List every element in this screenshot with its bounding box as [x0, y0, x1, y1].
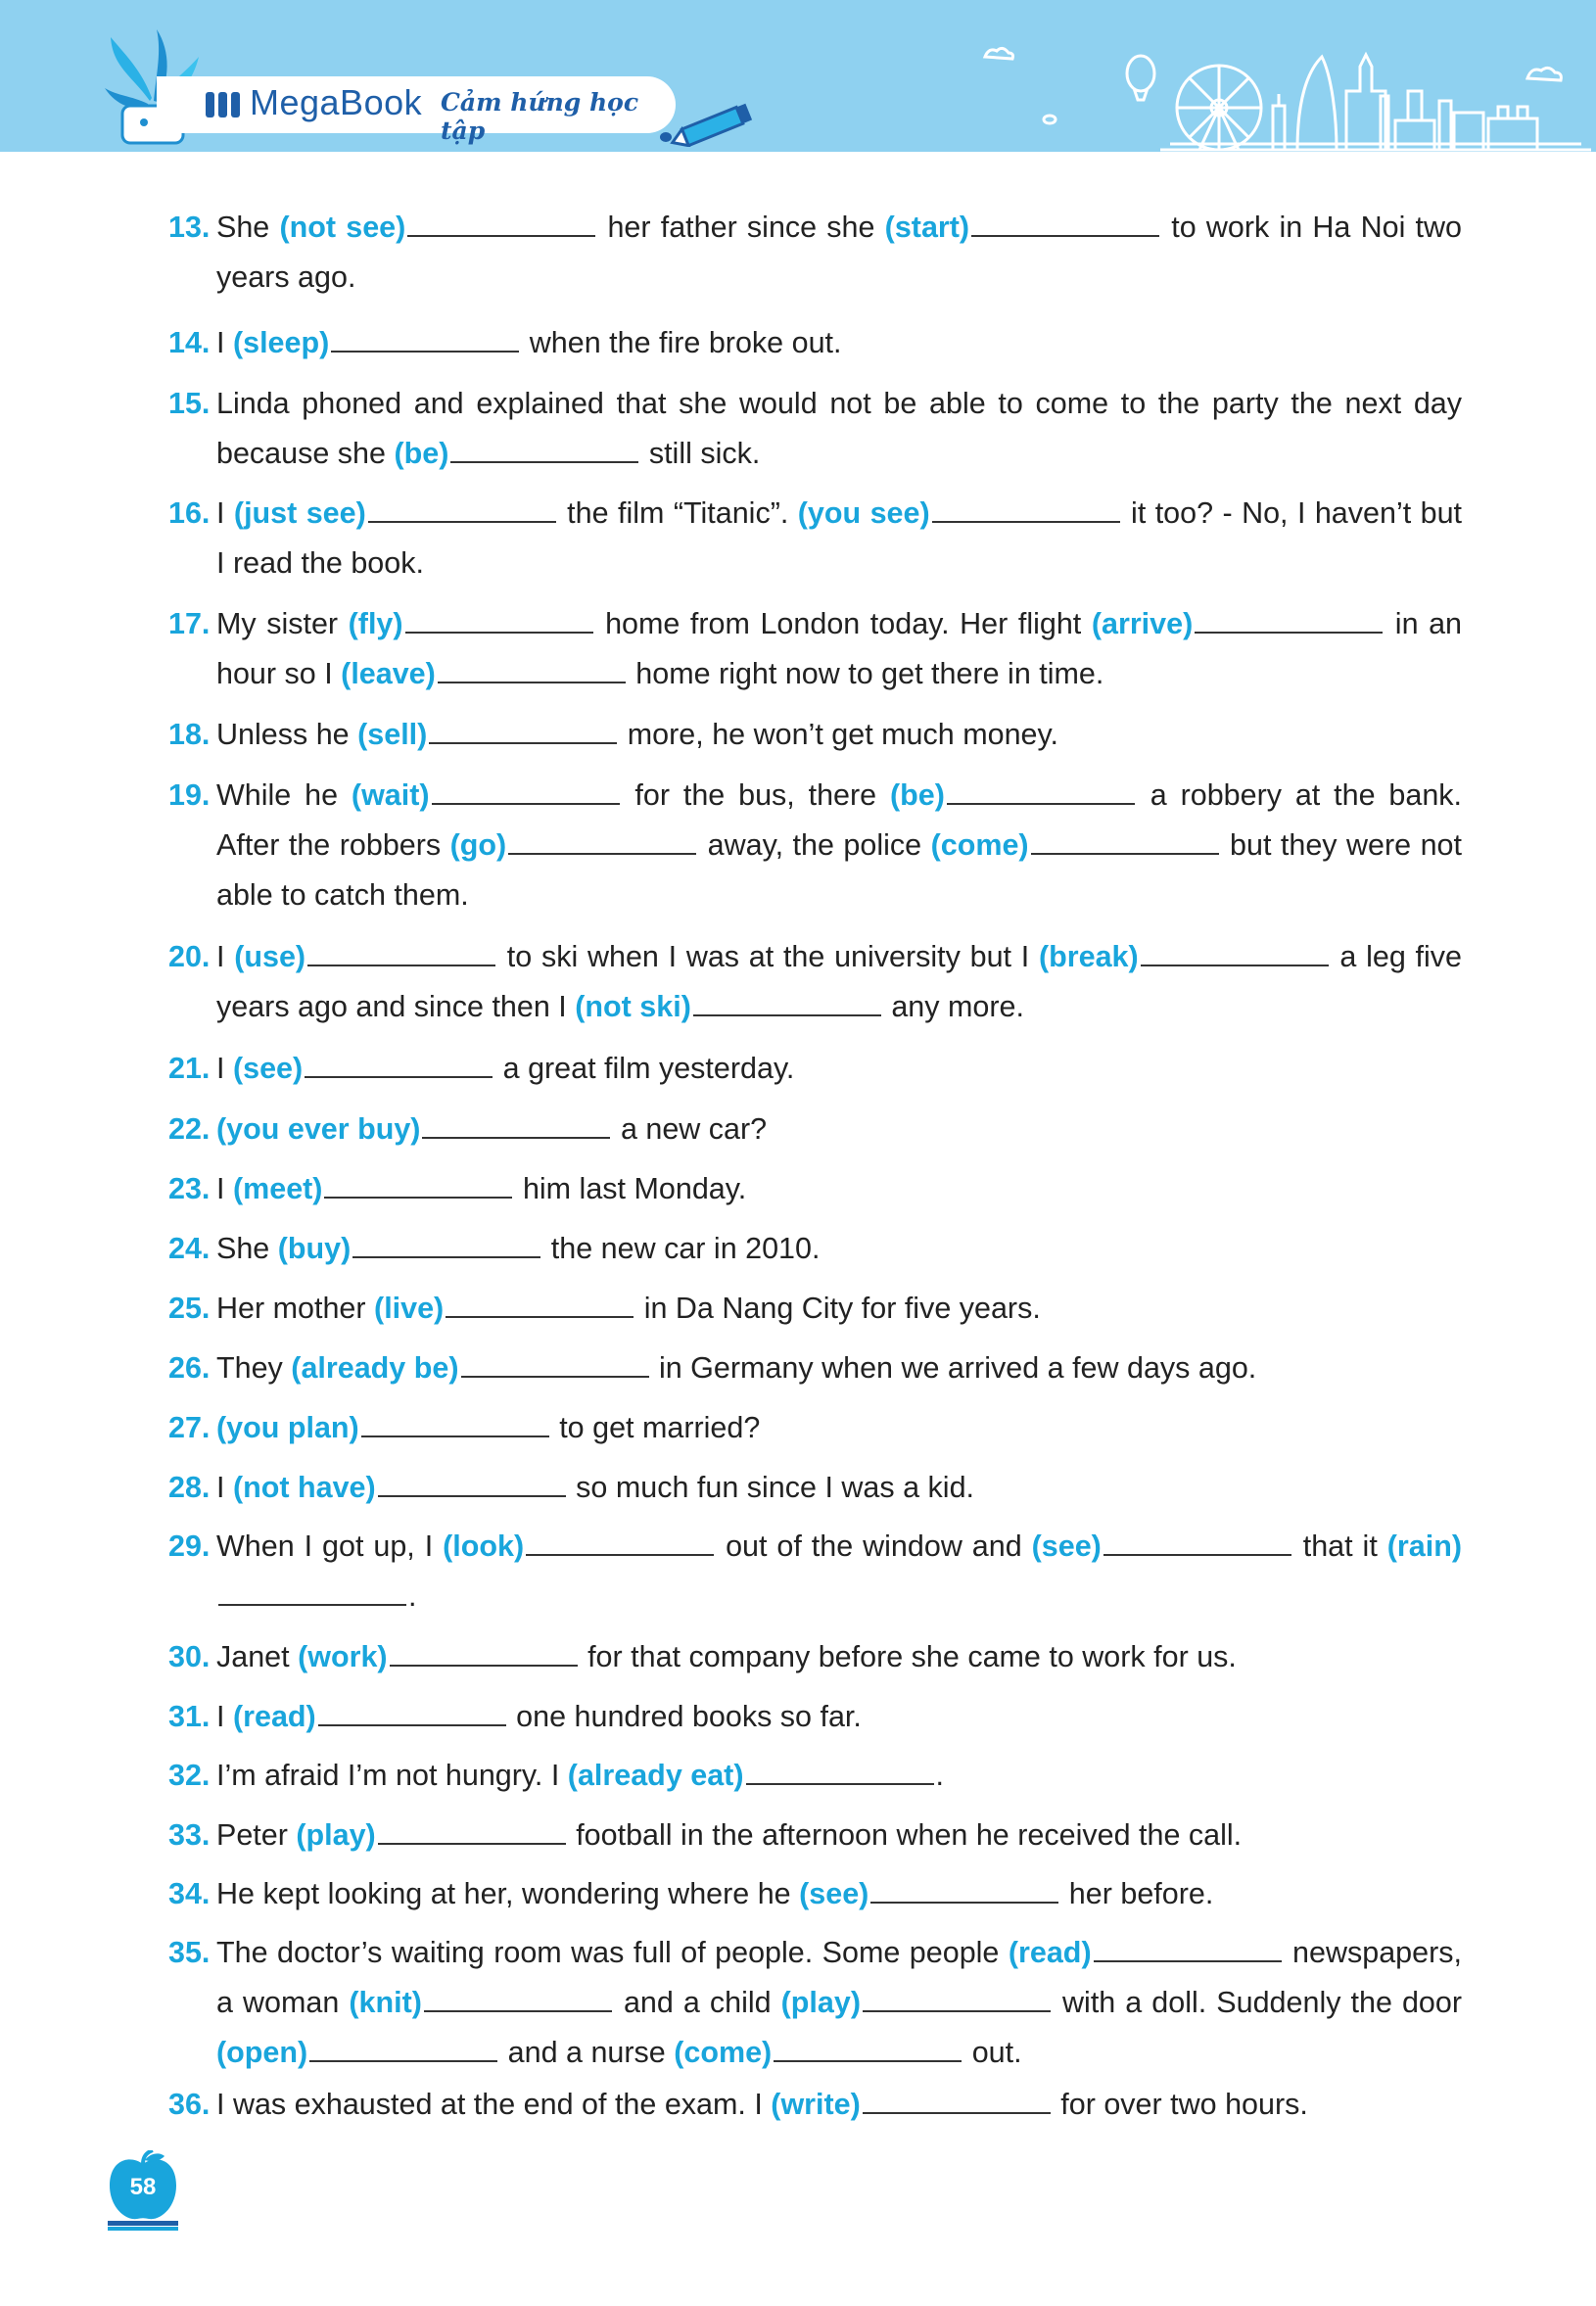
answer-blank[interactable] [863, 1985, 1051, 2012]
exercise-text-segment: I [216, 940, 235, 973]
answer-blank[interactable] [405, 606, 593, 634]
exercise-text-segment: and a child [613, 1986, 781, 2019]
exercise-text-segment: still sick. [640, 437, 761, 470]
exercise-text-segment: a robbery at the bank. After the robbers [216, 778, 1463, 862]
verb-hint: (open) [216, 2036, 308, 2069]
answer-blank[interactable] [352, 1231, 540, 1258]
answer-blank[interactable] [378, 1470, 566, 1497]
exercise-number: 34. [168, 1877, 211, 1910]
exercise-text-segment: to get married? [550, 1411, 761, 1444]
answer-blank[interactable] [508, 827, 696, 855]
exercise-text-segment: Linda phoned and explained that she would not be able to come to the party the next day because she [216, 387, 1462, 470]
exercise-number: 14. [168, 326, 211, 359]
exercise-text [216, 1751, 1462, 1801]
exercise-text [216, 489, 1462, 588]
exercise-text [216, 1284, 1462, 1334]
exercise-sentence [216, 1403, 1462, 1453]
exercise-text-segment: When I got up, I [216, 1529, 444, 1563]
answer-blank[interactable] [368, 495, 556, 523]
answer-blank[interactable] [429, 717, 617, 744]
megabook-logo-icon [206, 88, 253, 121]
exercise-text [216, 1343, 1462, 1393]
exercise-sentence [216, 1224, 1462, 1274]
exercise-text [216, 1224, 1462, 1274]
exercise-text-segment: a new car? [612, 1112, 768, 1146]
exercise-sentence [216, 379, 1462, 479]
answer-blank[interactable] [438, 656, 626, 683]
page-number: 58 [129, 2174, 157, 2200]
exercise-text-segment: so much fun since I was a kid. [567, 1471, 975, 1504]
verb-hint: (live) [374, 1292, 445, 1325]
exercise-text-segment: for over two hours. [1052, 2088, 1308, 2121]
answer-blank[interactable] [1103, 1529, 1291, 1556]
exercise-sentence [216, 1811, 1462, 1860]
verb-hint: (fly) [348, 607, 403, 640]
answer-blank[interactable] [218, 1578, 406, 1606]
answer-blank[interactable] [870, 1876, 1058, 1904]
exercise-text-segment: with a doll. Suddenly the door [1052, 1986, 1462, 2019]
answer-blank[interactable] [422, 1111, 610, 1139]
answer-blank[interactable] [971, 210, 1159, 237]
verb-hint: (go) [449, 828, 507, 862]
exercise-number: 20. [168, 940, 211, 973]
verb-hint: (start) [884, 211, 970, 244]
exercise-text-segment: . [408, 1579, 417, 1613]
exercise-text-segment: it too? - No, I haven’t but I read the book. [216, 496, 1463, 580]
exercise-text-segment: They [216, 1351, 292, 1385]
answer-blank[interactable] [526, 1529, 714, 1556]
exercise-sentence [216, 1751, 1462, 1801]
exercise-text-segment: out. [963, 2036, 1022, 2069]
verb-hint: (rain) [1386, 1529, 1463, 1563]
exercise-number: 24. [168, 1232, 211, 1265]
exercise-text [216, 710, 1462, 760]
verb-hint: (come) [674, 2036, 773, 2069]
verb-hint: (not have) [232, 1471, 376, 1504]
exercise-text [216, 1632, 1462, 1682]
answer-blank[interactable] [746, 1758, 934, 1785]
answer-blank[interactable] [693, 989, 881, 1016]
verb-hint: (not see) [279, 211, 406, 244]
page-header [0, 0, 1596, 152]
answer-blank[interactable] [1195, 606, 1383, 634]
exercise-sentence [216, 932, 1462, 1032]
answer-blank[interactable] [774, 2035, 962, 2062]
exercise-number: 13. [168, 211, 211, 244]
exercise-number: 35. [168, 1936, 211, 1969]
verb-hint: (meet) [232, 1172, 323, 1205]
exercise-sentence [216, 1522, 1462, 1622]
exercise-text-segment: The doctor’s waiting room was full of people. Some people [216, 1936, 1009, 1969]
exercise-text [216, 1403, 1462, 1453]
exercise-text-segment: Unless he [216, 718, 358, 751]
exercise-number: 26. [168, 1351, 211, 1385]
exercise-text [216, 1044, 1462, 1094]
answer-blank[interactable] [863, 2087, 1051, 2114]
answer-blank[interactable] [318, 1699, 506, 1726]
verb-hint: (arrive) [1091, 607, 1194, 640]
verb-hint: (break) [1038, 940, 1139, 973]
verb-hint: (be) [394, 437, 449, 470]
answer-blank[interactable] [432, 777, 620, 805]
exercise-text-segment: away, the police [698, 828, 931, 862]
answer-blank[interactable] [331, 325, 519, 353]
verb-hint: (already be) [291, 1351, 459, 1385]
exercise-text-segment: . [935, 1759, 944, 1792]
verb-hint: (sleep) [232, 326, 330, 359]
exercise-sentence [216, 771, 1462, 920]
exercise-number: 19. [168, 778, 211, 812]
exercise-text-segment: out of the window and [716, 1529, 1032, 1563]
exercise-number: 28. [168, 1471, 211, 1504]
answer-blank[interactable] [309, 2035, 497, 2062]
verb-hint: (wait) [351, 778, 430, 812]
exercise-sentence [216, 1044, 1462, 1094]
exercise-text-segment: him last Monday. [514, 1172, 747, 1205]
exercise-sentence [216, 2080, 1462, 2130]
exercise-sentence [216, 203, 1462, 303]
exercise-sentence [216, 318, 1462, 368]
answer-blank[interactable] [1094, 1935, 1282, 1962]
answer-blank[interactable] [361, 1410, 549, 1437]
verb-hint: (you see) [797, 496, 930, 530]
exercise-text-segment: for the bus, there [621, 778, 890, 812]
exercise-sentence [216, 1632, 1462, 1682]
exercise-text-segment: in an hour so I [216, 607, 1463, 690]
verb-hint: (you ever buy) [216, 1112, 421, 1146]
verb-hint: (play) [296, 1818, 376, 1852]
answer-blank[interactable] [1141, 939, 1329, 966]
exercise-text-segment: I [216, 496, 234, 530]
exercise-text-segment: football in the afternoon when he received the call. [567, 1818, 1243, 1852]
verb-hint: (work) [298, 1640, 388, 1673]
exercise-number: 15. [168, 387, 211, 420]
exercise-text [216, 203, 1462, 303]
verb-hint: (write) [771, 2088, 861, 2121]
exercise-number: 25. [168, 1292, 211, 1325]
exercise-text-segment: the film “Titanic”. [557, 496, 798, 530]
answer-blank[interactable] [450, 436, 638, 463]
exercise-sentence [216, 489, 1462, 588]
exercise-sentence [216, 1284, 1462, 1334]
answer-blank[interactable] [424, 1985, 612, 2012]
exercise-text-segment: home right now to get there in time. [627, 657, 1104, 690]
verb-hint: (read) [1008, 1936, 1092, 1969]
exercise-number: 17. [168, 607, 211, 640]
answer-blank[interactable] [378, 1817, 566, 1845]
exercise-text-segment: a great film yesterday. [494, 1052, 795, 1085]
exercise-number: 23. [168, 1172, 211, 1205]
brand-name: MegaBook [250, 82, 423, 122]
exercise-text-segment: in Germany when we arrived a few days ago. [650, 1351, 1257, 1385]
brand-banner [157, 76, 676, 145]
answer-blank[interactable] [446, 1291, 634, 1318]
answer-blank[interactable] [461, 1350, 649, 1378]
verb-hint: (leave) [341, 657, 436, 690]
exercise-text-segment: newspapers, a woman [216, 1936, 1462, 2019]
exercise-text-segment: in Da Nang City for five years. [635, 1292, 1041, 1325]
exercise-text-segment: I’m afraid I’m not hungry. I [216, 1759, 568, 1792]
exercise-text-segment: I was exhausted at the end of the exam. I [216, 2088, 772, 2121]
exercise-sentence [216, 1105, 1462, 1154]
exercise-text-segment: her father since she [597, 211, 885, 244]
verb-hint: (look) [443, 1529, 525, 1563]
exercise-text [216, 1164, 1462, 1214]
verb-hint: (buy) [277, 1232, 352, 1265]
exercise-number: 16. [168, 496, 211, 530]
exercise-number: 30. [168, 1640, 211, 1673]
exercise-sentence [216, 1869, 1462, 1919]
exercise-text [216, 599, 1462, 699]
exercise-text [216, 379, 1462, 479]
exercise-text-segment: I [216, 326, 233, 359]
verb-hint: (already eat) [567, 1759, 744, 1792]
exercise-text-segment: when the fire broke out. [521, 326, 842, 359]
exercise-number: 21. [168, 1052, 211, 1085]
exercise-text-segment: a leg five years ago and since then I [216, 940, 1462, 1023]
exercise-text-segment: any more. [882, 990, 1024, 1023]
verb-hint: (be) [889, 778, 945, 812]
answer-blank[interactable] [947, 777, 1135, 805]
answer-blank[interactable] [1031, 827, 1219, 855]
exercise-number: 36. [168, 2088, 211, 2121]
exercise-sentence [216, 1343, 1462, 1393]
exercise-text [216, 1869, 1462, 1919]
exercise-text [216, 1811, 1462, 1860]
exercise-text [216, 771, 1462, 920]
exercise-text [216, 1105, 1462, 1154]
exercise-text-segment: He kept looking at her, wondering where he [216, 1877, 800, 1910]
exercise-number: 32. [168, 1759, 211, 1792]
exercise-sentence [216, 599, 1462, 699]
answer-blank[interactable] [307, 939, 495, 966]
pencil-icon [654, 98, 762, 147]
exercise-text-segment: Peter [216, 1818, 297, 1852]
exercise-text-segment: more, he won’t get much money. [619, 718, 1058, 751]
verb-hint: (come) [930, 828, 1029, 862]
exercise-number: 29. [168, 1529, 211, 1563]
exercise-number: 27. [168, 1411, 211, 1444]
exercise-number: 18. [168, 718, 211, 751]
verb-hint: (play) [780, 1986, 861, 2019]
verb-hint: (see) [1031, 1529, 1102, 1563]
exercise-text [216, 932, 1462, 1032]
exercise-text-segment: to ski when I was at the university but I [497, 940, 1039, 973]
exercise-text-segment: that it [1292, 1529, 1387, 1563]
exercise-text-segment: My sister [216, 607, 349, 640]
verb-hint: (knit) [349, 1986, 422, 2019]
answer-blank[interactable] [407, 210, 595, 237]
london-skyline-illustration [979, 29, 1596, 152]
exercise-text-segment: her before. [1060, 1877, 1214, 1910]
verb-hint: (not ski) [575, 990, 691, 1023]
verb-hint: (read) [232, 1700, 316, 1733]
verb-hint: (just see) [233, 496, 366, 530]
exercise-text-segment: Her mother [216, 1292, 375, 1325]
answer-blank[interactable] [932, 495, 1120, 523]
verb-hint: (see) [799, 1877, 869, 1910]
exercise-text-segment: but they were not able to catch them. [216, 828, 1462, 912]
exercise-text-segment: She [216, 1232, 278, 1265]
exercise-text-segment: I [216, 1700, 233, 1733]
exercise-text-segment: for that company before she came to work for us. [579, 1640, 1237, 1673]
exercise-number: 22. [168, 1112, 211, 1146]
exercise-text [216, 1522, 1462, 1622]
verb-hint: (sell) [357, 718, 428, 751]
exercise-number: 33. [168, 1818, 211, 1852]
answer-blank[interactable] [305, 1051, 493, 1078]
exercise-text [216, 1928, 1462, 2078]
exercise-text-segment: She [216, 211, 280, 244]
exercise-text [216, 2080, 1462, 2130]
exercise-text-segment: home from London today. Her flight [594, 607, 1092, 640]
exercise-text-segment: I [216, 1471, 233, 1504]
exercise-text-segment: Janet [216, 1640, 299, 1673]
exercise-text-segment: to work in Ha Noi two years ago. [216, 211, 1463, 294]
brand-tagline: Cảm hứng học tập [441, 88, 639, 145]
verb-hint: (you plan) [216, 1411, 359, 1444]
exercise-text-segment: I [216, 1172, 233, 1205]
exercise-sentence [216, 1692, 1462, 1742]
exercise-text [216, 1692, 1462, 1742]
exercise-sentence [216, 710, 1462, 760]
verb-hint: (use) [234, 940, 306, 973]
exercise-sentence [216, 1928, 1462, 2078]
answer-blank[interactable] [390, 1639, 578, 1667]
exercise-text-segment: and a nurse [499, 2036, 675, 2069]
exercise-text-segment: While he [216, 778, 352, 812]
exercise-sentence [216, 1164, 1462, 1214]
answer-blank[interactable] [324, 1171, 512, 1199]
exercise-text-segment: one hundred books so far. [507, 1700, 862, 1733]
exercise-number: 31. [168, 1700, 211, 1733]
verb-hint: (see) [232, 1052, 304, 1085]
exercise-text [216, 1463, 1462, 1513]
exercise-text-segment: the new car in 2010. [542, 1232, 821, 1265]
exercise-sentence [216, 1463, 1462, 1513]
exercise-text [216, 318, 1462, 368]
exercise-text-segment: I [216, 1052, 233, 1085]
